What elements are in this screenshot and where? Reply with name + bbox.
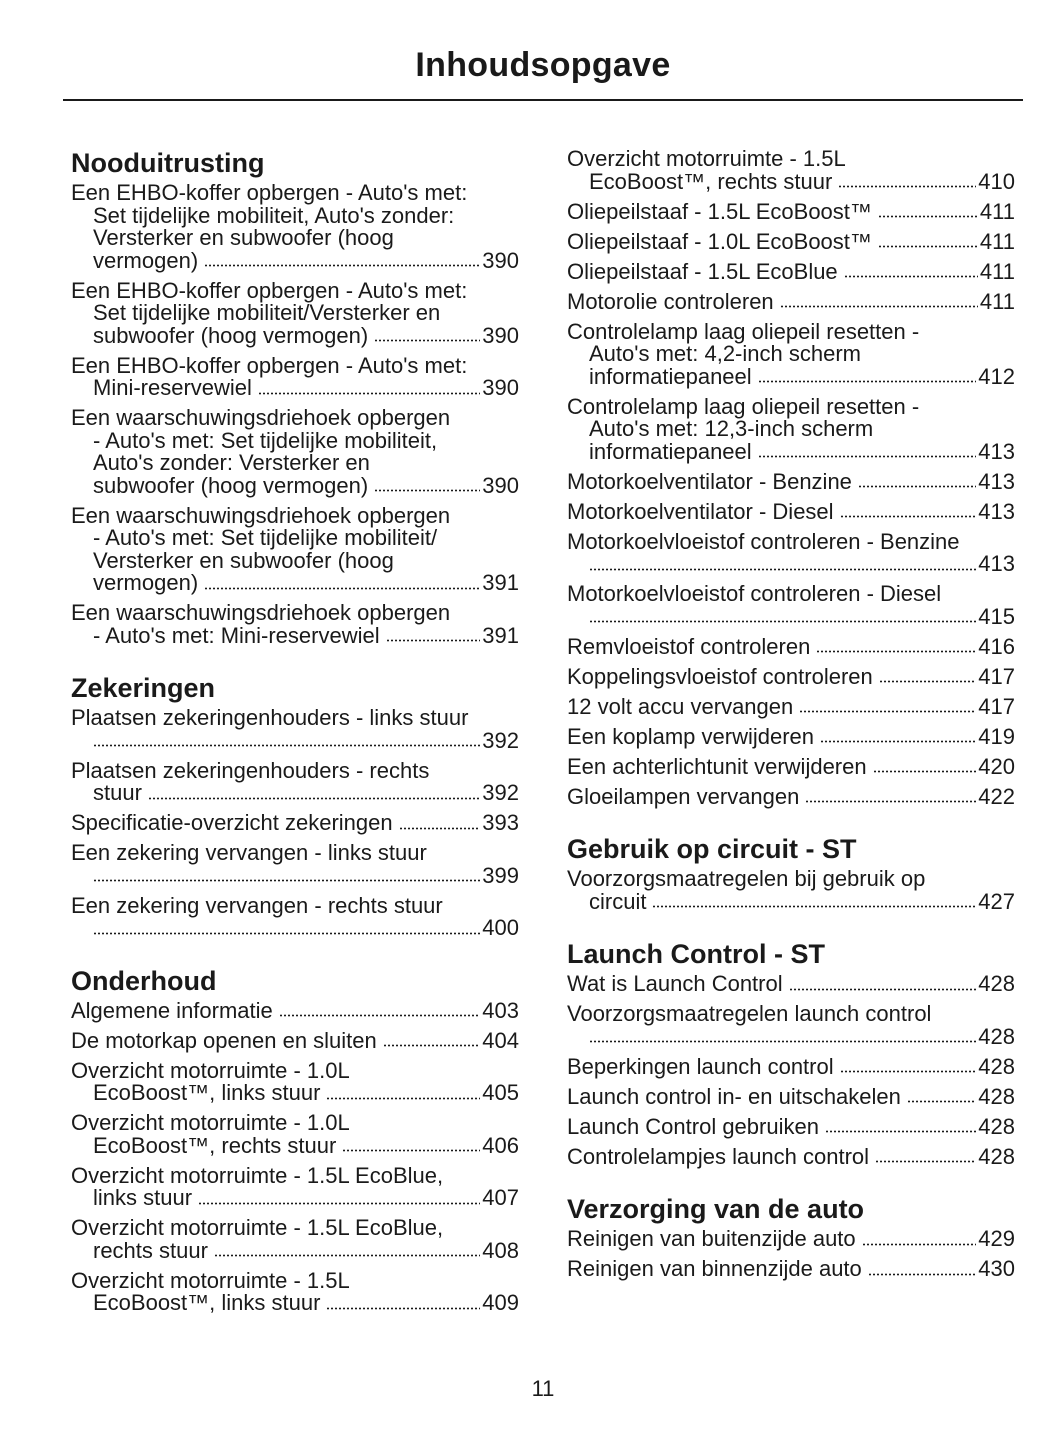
toc-entry[interactable] bbox=[567, 1003, 1015, 1048]
entry-line bbox=[567, 1023, 1015, 1049]
dot-leader bbox=[858, 485, 976, 488]
toc-section bbox=[567, 148, 1015, 808]
entry-line bbox=[567, 258, 1015, 284]
entry-line bbox=[71, 1082, 519, 1105]
entry-title-text: Een zekering vervangen - links stuur bbox=[71, 840, 427, 865]
entry-title-text: informatiepaneel bbox=[589, 438, 752, 464]
dot-leader bbox=[198, 1202, 480, 1205]
entry-title-text: Remvloeistof controleren bbox=[567, 633, 811, 659]
entry-line bbox=[71, 202, 519, 228]
entry-page-number[interactable]: 393 bbox=[482, 810, 519, 835]
toc-entry[interactable] bbox=[567, 288, 1015, 314]
entry-title-text: Een EHBO-koffer opbergen - Auto's met: bbox=[71, 277, 468, 303]
entry-line bbox=[567, 1143, 1015, 1169]
dot-leader bbox=[758, 455, 977, 458]
toc-entry[interactable] bbox=[567, 393, 1015, 464]
entry-line bbox=[71, 1187, 519, 1210]
entry-line bbox=[567, 603, 1015, 629]
title-divider bbox=[63, 99, 1023, 101]
dot-leader bbox=[878, 215, 978, 218]
toc-entry[interactable] bbox=[567, 498, 1015, 524]
entry-line bbox=[71, 892, 519, 918]
dot-leader bbox=[799, 710, 976, 713]
entry-title-text: informatiepaneel bbox=[589, 363, 752, 389]
entry-line bbox=[71, 707, 519, 730]
dot-leader bbox=[844, 275, 978, 278]
entry-page-number[interactable]: 392 bbox=[482, 780, 519, 805]
toc-entry[interactable] bbox=[71, 1027, 519, 1053]
entry-page-number[interactable]: 408 bbox=[482, 1237, 519, 1263]
entry-title-text: - Auto's met: Mini-reservewiel bbox=[93, 622, 380, 648]
entry-title-text: Reinigen van binnenzijde auto bbox=[567, 1256, 862, 1281]
entry-title-text: Overzicht motorruimte - 1.0L bbox=[71, 1057, 350, 1083]
dot-leader bbox=[148, 797, 480, 800]
dot-leader bbox=[868, 1273, 977, 1276]
toc-entry[interactable] bbox=[71, 757, 519, 805]
entry-line bbox=[71, 322, 519, 348]
toc-entry[interactable] bbox=[71, 1267, 519, 1315]
entry-title-text: Een EHBO-koffer opbergen - Auto's met: bbox=[71, 352, 468, 378]
entry-line bbox=[71, 277, 519, 303]
entry-title-text: Een zekering vervangen - rechts stuur bbox=[71, 892, 443, 918]
toc-section bbox=[567, 937, 1015, 1168]
toc-entry[interactable] bbox=[567, 723, 1015, 749]
entry-line bbox=[71, 427, 519, 453]
entry-title-text: Een achterlichtunit verwijderen bbox=[567, 753, 867, 779]
entry-title-text: Een waarschuwingsdriehoek opbergen bbox=[71, 502, 451, 528]
entry-line bbox=[71, 1057, 519, 1083]
entry-page-number[interactable]: 430 bbox=[978, 1256, 1015, 1281]
section-heading: Verzorging van de auto bbox=[567, 1194, 865, 1224]
entry-line bbox=[567, 633, 1015, 659]
entry-line bbox=[567, 553, 1015, 576]
entry-title-text: Versterker en subwoofer (hoog bbox=[93, 225, 394, 250]
entry-title-text: Een waarschuwingsdriehoek opbergen bbox=[71, 600, 451, 625]
toc-entry[interactable] bbox=[567, 973, 1015, 996]
entry-line bbox=[71, 782, 519, 805]
entry-line bbox=[71, 1162, 519, 1188]
entry-page-number[interactable]: 400 bbox=[482, 915, 519, 940]
entry-title-text: circuit bbox=[589, 888, 647, 914]
dot-leader bbox=[93, 744, 480, 747]
toc-entry[interactable] bbox=[567, 1228, 1015, 1251]
entry-line bbox=[71, 727, 519, 753]
toc-entry[interactable] bbox=[567, 468, 1015, 494]
toc-entry[interactable] bbox=[567, 148, 1015, 193]
entry-page-number[interactable]: 409 bbox=[482, 1290, 519, 1315]
entry-line bbox=[567, 343, 1015, 366]
toc-entry[interactable] bbox=[71, 1162, 519, 1210]
dot-leader bbox=[279, 1014, 481, 1017]
dot-leader bbox=[258, 392, 480, 395]
entry-page-number[interactable]: 422 bbox=[978, 783, 1015, 809]
entry-line bbox=[567, 1228, 1015, 1251]
entry-title-text: stuur bbox=[93, 780, 142, 805]
toc-entry[interactable] bbox=[567, 258, 1015, 284]
entry-page-number[interactable]: 411 bbox=[979, 288, 1015, 314]
entry-line bbox=[567, 973, 1015, 996]
entry-line bbox=[71, 812, 519, 835]
entry-line bbox=[567, 1113, 1015, 1139]
entry-page-number[interactable]: 390 bbox=[482, 472, 519, 498]
toc-entry[interactable] bbox=[71, 277, 519, 348]
entry-line bbox=[71, 622, 519, 648]
dot-leader bbox=[875, 1160, 976, 1163]
entry-line bbox=[71, 452, 519, 475]
section-heading: Zekeringen bbox=[71, 673, 216, 703]
toc-entry[interactable] bbox=[71, 892, 519, 940]
entry-title-text: Specificatie-overzicht zekeringen bbox=[71, 810, 393, 835]
entry-title-text: Een koplamp verwijderen bbox=[567, 723, 815, 749]
toc-entry[interactable] bbox=[567, 633, 1015, 659]
toc-entry[interactable] bbox=[71, 812, 519, 835]
entry-title-text: Een waarschuwingsdriehoek opbergen bbox=[71, 405, 451, 430]
entry-title-text: Motorolie controleren bbox=[567, 288, 774, 314]
entry-line bbox=[567, 393, 1015, 419]
entry-title-text: Plaatsen zekeringenhouders - links stuur bbox=[71, 705, 469, 730]
toc-column-right bbox=[567, 148, 1015, 1288]
entry-page-number[interactable]: 413 bbox=[978, 498, 1015, 524]
entry-page-number[interactable]: 412 bbox=[978, 363, 1015, 389]
entry-line bbox=[71, 1027, 519, 1053]
dot-leader bbox=[93, 932, 480, 935]
section-heading: Onderhoud bbox=[71, 965, 217, 996]
entry-line bbox=[71, 377, 519, 400]
entry-title-text: links stuur bbox=[93, 1185, 193, 1210]
entry-page-number[interactable]: 428 bbox=[978, 1083, 1015, 1109]
dot-leader bbox=[789, 988, 977, 991]
entry-page-number[interactable]: 413 bbox=[978, 438, 1015, 464]
toc-entry[interactable] bbox=[71, 502, 519, 595]
toc-entry[interactable] bbox=[71, 842, 519, 887]
entry-page-number[interactable]: 405 bbox=[482, 1080, 519, 1105]
entry-page-number[interactable]: 411 bbox=[979, 228, 1015, 254]
dot-leader bbox=[878, 245, 978, 248]
entry-title-text: Oliepeilstaaf - 1.0L EcoBoost™ bbox=[567, 228, 872, 254]
entry-title-text: Launch control in- en uitschakelen bbox=[567, 1083, 901, 1109]
dot-leader bbox=[879, 680, 977, 683]
entry-title-text: Overzicht motorruimte - 1.0L bbox=[71, 1110, 350, 1135]
dot-leader bbox=[93, 879, 480, 882]
entry-title-text: subwoofer (hoog vermogen) bbox=[93, 472, 369, 498]
entry-title-text: Overzicht motorruimte - 1.5L EcoBlue, bbox=[71, 1162, 444, 1188]
entry-page-number[interactable]: 411 bbox=[979, 258, 1015, 284]
dot-leader bbox=[589, 620, 976, 623]
entry-line bbox=[71, 352, 519, 378]
entry-line bbox=[567, 228, 1015, 254]
entry-title-text: Set tijdelijke mobiliteit, Auto's zonder: bbox=[93, 202, 455, 228]
toc-entry[interactable] bbox=[71, 602, 519, 647]
entry-page-number[interactable]: 419 bbox=[978, 723, 1015, 749]
entry-page-number[interactable]: 428 bbox=[978, 1023, 1015, 1049]
entry-title-text: Motorkoelvloeistof controleren - Diesel bbox=[567, 581, 942, 606]
entry-line bbox=[567, 723, 1015, 749]
toc-entry[interactable] bbox=[567, 868, 1015, 913]
entry-line bbox=[567, 148, 1015, 171]
dot-leader bbox=[589, 1040, 976, 1043]
entry-title-text: Auto's met: 12,3-inch scherm bbox=[589, 416, 874, 441]
entry-page-number[interactable]: 390 bbox=[482, 322, 519, 348]
dot-leader bbox=[840, 1070, 977, 1073]
entry-title-text: EcoBoost™, links stuur bbox=[93, 1080, 321, 1105]
entry-line bbox=[71, 862, 519, 888]
entry-title-text: Auto's met: 4,2-inch scherm bbox=[589, 341, 861, 366]
entry-line bbox=[71, 602, 519, 625]
entry-line bbox=[71, 997, 519, 1023]
page-title: Inhoudsopgave bbox=[415, 46, 671, 84]
entry-page-number[interactable]: 417 bbox=[978, 693, 1015, 719]
entry-line bbox=[71, 1267, 519, 1293]
entry-page-number[interactable]: 413 bbox=[978, 468, 1015, 494]
toc-entry[interactable] bbox=[71, 407, 519, 497]
entry-line bbox=[71, 227, 519, 250]
entry-title-text: Auto's zonder: Versterker en bbox=[93, 450, 370, 475]
entry-line bbox=[71, 842, 519, 865]
entry-page-number[interactable]: 416 bbox=[978, 633, 1015, 659]
entry-line bbox=[71, 1292, 519, 1315]
entry-line bbox=[71, 1132, 519, 1158]
dot-leader bbox=[374, 489, 480, 492]
entry-line bbox=[71, 917, 519, 940]
entry-title-text: EcoBoost™, rechts stuur bbox=[93, 1132, 337, 1158]
entry-page-number[interactable]: 390 bbox=[482, 375, 519, 400]
dot-leader bbox=[825, 1130, 976, 1133]
entry-line bbox=[567, 288, 1015, 314]
section-heading: Gebruik op circuit - ST bbox=[567, 834, 857, 864]
entry-line bbox=[71, 572, 519, 595]
toc-entry[interactable] bbox=[567, 1113, 1015, 1139]
toc-entry[interactable] bbox=[567, 198, 1015, 224]
entry-title-text: - Auto's met: Set tijdelijke mobiliteit, bbox=[93, 427, 438, 453]
entry-page-number[interactable]: 406 bbox=[482, 1132, 519, 1158]
entry-title-text: vermogen) bbox=[93, 570, 199, 595]
dot-leader bbox=[326, 1307, 480, 1310]
entry-title-text: Controlelamp laag oliepeil resetten - bbox=[567, 393, 920, 419]
toc-entry[interactable] bbox=[71, 1217, 519, 1262]
entry-line bbox=[71, 472, 519, 498]
entry-page-number[interactable]: 410 bbox=[978, 168, 1015, 194]
toc-entry[interactable] bbox=[567, 228, 1015, 254]
entry-line bbox=[567, 1053, 1015, 1079]
entry-title-text: Overzicht motorruimte - 1.5L bbox=[71, 1267, 350, 1293]
toc-section bbox=[567, 832, 1015, 913]
entry-line bbox=[71, 527, 519, 550]
entry-title-text: Controlelamp laag oliepeil resetten - bbox=[567, 318, 920, 344]
entry-line bbox=[567, 583, 1015, 606]
entry-title-text: Oliepeilstaaf - 1.5L EcoBoost™ bbox=[567, 198, 872, 224]
toc-entry[interactable] bbox=[567, 1143, 1015, 1169]
entry-page-number[interactable]: 417 bbox=[978, 663, 1015, 689]
entry-title-text: Mini-reservewiel bbox=[93, 375, 252, 400]
entry-line bbox=[567, 783, 1015, 809]
entry-page-number[interactable]: 403 bbox=[482, 997, 519, 1023]
entry-page-number[interactable]: 399 bbox=[482, 862, 519, 888]
entry-title-text: Wat is Launch Control bbox=[567, 971, 783, 996]
dot-leader bbox=[758, 380, 977, 383]
entry-line bbox=[71, 182, 519, 205]
toc-section bbox=[71, 671, 519, 940]
entry-line bbox=[71, 1112, 519, 1135]
entry-title-text: 12 volt accu vervangen bbox=[567, 693, 794, 719]
toc-entry[interactable] bbox=[71, 1057, 519, 1105]
entry-title-text: subwoofer (hoog vermogen) bbox=[93, 322, 369, 348]
entry-title-text: Gloeilampen vervangen bbox=[567, 783, 800, 809]
entry-title-text: rechts stuur bbox=[93, 1237, 208, 1263]
toc-entry[interactable] bbox=[567, 753, 1015, 779]
entry-page-number[interactable]: 420 bbox=[978, 753, 1015, 779]
entry-title-text: Reinigen van buitenzijde auto bbox=[567, 1226, 856, 1251]
entry-line bbox=[567, 663, 1015, 689]
toc-entry[interactable] bbox=[567, 1053, 1015, 1079]
dot-leader bbox=[589, 568, 976, 571]
dot-leader bbox=[374, 339, 480, 342]
entry-title-text: Beperkingen launch control bbox=[567, 1053, 834, 1079]
toc-section bbox=[71, 964, 519, 1315]
entry-title-text: Motorkoelvloeistof controleren - Benzine bbox=[567, 528, 960, 554]
entry-page-number[interactable]: 390 bbox=[482, 247, 519, 273]
entry-title-text: Koppelingsvloeistof controleren bbox=[567, 663, 873, 689]
toc-entry[interactable] bbox=[71, 182, 519, 272]
entry-line bbox=[71, 757, 519, 783]
entry-line bbox=[567, 868, 1015, 891]
entry-page-number[interactable]: 391 bbox=[482, 622, 519, 648]
dot-leader bbox=[652, 905, 976, 908]
entry-title-text: EcoBoost™, rechts stuur bbox=[589, 168, 833, 194]
entry-title-text: Versterker en subwoofer (hoog bbox=[93, 547, 394, 573]
dot-leader bbox=[907, 1100, 976, 1103]
dot-leader bbox=[805, 800, 976, 803]
toc-entry[interactable] bbox=[567, 663, 1015, 689]
toc-entry[interactable] bbox=[567, 583, 1015, 628]
dot-leader bbox=[326, 1097, 480, 1100]
entry-line bbox=[567, 363, 1015, 389]
entry-line bbox=[567, 888, 1015, 914]
entry-page-number[interactable]: 391 bbox=[482, 570, 519, 595]
toc-column-left bbox=[71, 146, 519, 1322]
toc-entry[interactable] bbox=[71, 707, 519, 752]
toc-section bbox=[71, 146, 519, 647]
entry-line bbox=[71, 302, 519, 325]
toc-entry[interactable] bbox=[567, 693, 1015, 719]
dot-leader bbox=[780, 305, 978, 308]
entry-line bbox=[71, 407, 519, 430]
entry-title-text: Oliepeilstaaf - 1.5L EcoBlue bbox=[567, 258, 838, 284]
dot-leader bbox=[342, 1149, 480, 1152]
entry-title-text: De motorkap openen en sluiten bbox=[71, 1027, 377, 1053]
entry-line bbox=[567, 498, 1015, 524]
entry-line bbox=[567, 468, 1015, 494]
entry-line bbox=[71, 547, 519, 573]
entry-line bbox=[71, 1217, 519, 1240]
entry-line bbox=[567, 753, 1015, 779]
entry-line bbox=[567, 693, 1015, 719]
toc-entry[interactable] bbox=[567, 1258, 1015, 1281]
entry-line bbox=[567, 1258, 1015, 1281]
entry-line bbox=[71, 502, 519, 528]
entry-page-number[interactable]: 404 bbox=[482, 1027, 519, 1053]
entry-title-text: Plaatsen zekeringenhouders - rechts bbox=[71, 757, 430, 783]
section-heading: Nooduitrusting bbox=[71, 148, 265, 178]
entry-page-number[interactable]: 428 bbox=[978, 1143, 1015, 1169]
entry-title-text: Set tijdelijke mobiliteit/Versterker en bbox=[93, 300, 441, 325]
entry-line bbox=[567, 1003, 1015, 1026]
entry-page-number[interactable]: 428 bbox=[978, 1053, 1015, 1079]
entry-title-text: Een EHBO-koffer opbergen - Auto's met: bbox=[71, 180, 468, 205]
entry-page-number[interactable]: 407 bbox=[482, 1185, 519, 1210]
entry-page-number[interactable]: 429 bbox=[978, 1226, 1015, 1251]
entry-page-number[interactable]: 415 bbox=[978, 603, 1015, 629]
entry-line bbox=[567, 438, 1015, 464]
dot-leader bbox=[204, 264, 480, 267]
dot-leader bbox=[862, 1243, 977, 1246]
entry-title-text: Voorzorgsmaatregelen bij gebruik op bbox=[567, 866, 926, 891]
entry-line bbox=[567, 1083, 1015, 1109]
entry-page-number[interactable]: 427 bbox=[978, 888, 1015, 914]
entry-page-number[interactable]: 413 bbox=[978, 551, 1015, 576]
entry-title-text: Motorkoelventilator - Benzine bbox=[567, 468, 852, 494]
entry-title-text: vermogen) bbox=[93, 247, 199, 273]
toc-entry[interactable] bbox=[71, 352, 519, 400]
dot-leader bbox=[383, 1044, 481, 1047]
dot-leader bbox=[204, 587, 480, 590]
entry-line bbox=[71, 247, 519, 273]
entry-title-text: Voorzorgsmaatregelen launch control bbox=[567, 1001, 932, 1026]
entry-page-number[interactable]: 411 bbox=[979, 198, 1015, 224]
entry-line bbox=[567, 418, 1015, 441]
dot-leader bbox=[840, 515, 977, 518]
toc-entry[interactable] bbox=[71, 997, 519, 1023]
entry-title-text: EcoBoost™, links stuur bbox=[93, 1290, 321, 1315]
dot-leader bbox=[820, 740, 976, 743]
page-number: 11 bbox=[531, 1376, 555, 1401]
entry-title-text: Overzicht motorruimte - 1.5L EcoBlue, bbox=[71, 1215, 444, 1240]
toc-entry[interactable] bbox=[567, 1083, 1015, 1109]
dot-leader bbox=[838, 185, 976, 188]
entry-page-number[interactable]: 392 bbox=[482, 727, 519, 753]
entry-line bbox=[567, 198, 1015, 224]
entry-page-number[interactable]: 428 bbox=[978, 1113, 1015, 1139]
dot-leader bbox=[214, 1254, 480, 1257]
entry-line bbox=[567, 168, 1015, 194]
entry-title-text: Algemene informatie bbox=[71, 997, 273, 1023]
entry-title-text: - Auto's met: Set tijdelijke mobiliteit/ bbox=[93, 525, 438, 550]
toc-entry[interactable] bbox=[567, 528, 1015, 576]
toc-entry[interactable] bbox=[567, 318, 1015, 389]
entry-title-text: Controlelampjes launch control bbox=[567, 1143, 870, 1169]
entry-title-text: Overzicht motorruimte - 1.5L bbox=[567, 146, 846, 171]
entry-page-number[interactable]: 428 bbox=[978, 971, 1015, 996]
entry-line bbox=[567, 528, 1015, 554]
entry-line bbox=[567, 318, 1015, 344]
entry-title-text: Launch Control gebruiken bbox=[567, 1113, 819, 1139]
dot-leader bbox=[873, 770, 977, 773]
dot-leader bbox=[816, 650, 976, 653]
toc-entry[interactable] bbox=[71, 1112, 519, 1157]
dot-leader bbox=[386, 639, 481, 642]
toc-section bbox=[567, 1192, 1015, 1281]
entry-title-text: Motorkoelventilator - Diesel bbox=[567, 498, 834, 524]
toc-entry[interactable] bbox=[567, 783, 1015, 809]
section-heading: Launch Control - ST bbox=[567, 939, 825, 969]
entry-line bbox=[71, 1237, 519, 1263]
dot-leader bbox=[399, 827, 481, 830]
